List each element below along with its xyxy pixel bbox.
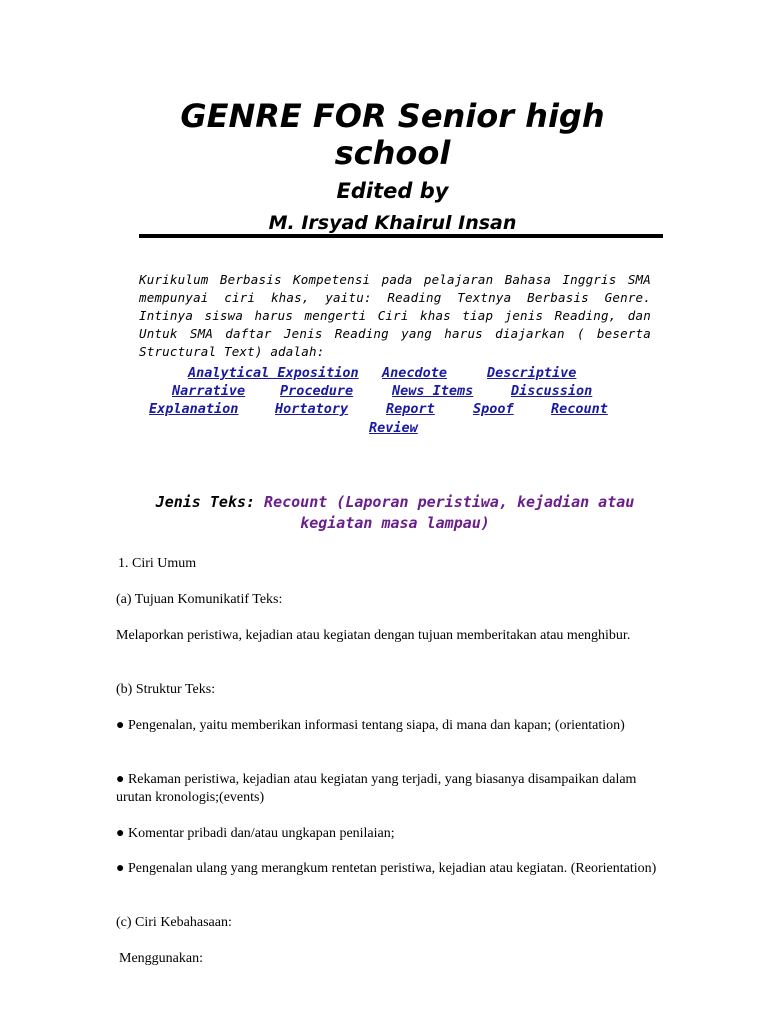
edited-by: Edited by (336, 179, 449, 203)
subheading-ciri-kebahasaan: (c) Ciri Kebahasaan: (116, 915, 232, 930)
link-analytical-exposition[interactable]: Analytical Exposition (188, 365, 359, 381)
text-type-heading (139, 492, 651, 534)
author-name: M. Irsyad Khairul Insan (268, 212, 517, 234)
link-review[interactable]: Review (369, 420, 418, 436)
text-type-value: Recount (Laporan peristiwa, kejadian atau kegiatan masa lampau) (264, 493, 635, 532)
subheading-tujuan: (a) Tujuan Komunikatif Teks: (116, 592, 283, 607)
link-descriptive[interactable]: Descriptive (487, 365, 577, 381)
link-news-items[interactable]: News Items (392, 383, 474, 399)
document-title: GENRE FOR Senior high school (180, 97, 605, 172)
title-divider (139, 234, 663, 238)
list-item-orientation: ● Pengenalan, yaitu memberikan informasi tentang siapa, di mana dan kapan; (orientation) (116, 718, 625, 733)
genre-link-list (139, 364, 651, 444)
text-type-label: Jenis Teks: (155, 493, 265, 511)
link-recount[interactable]: Recount (551, 401, 608, 417)
section-heading-ciri-umum: 1. Ciri Umum (118, 556, 197, 571)
link-narrative[interactable]: Narrative (172, 383, 246, 399)
link-explanation[interactable]: Explanation (149, 401, 239, 417)
link-anecdote[interactable]: Anecdote (382, 365, 448, 381)
link-discussion[interactable]: Discussion (511, 383, 593, 399)
list-item-comment: ● Komentar pribadi dan/atau ungkapan penilaian; (116, 826, 395, 841)
link-report[interactable]: Report (386, 401, 435, 417)
subheading-struktur: (b) Struktur Teks: (116, 682, 216, 697)
paragraph-tujuan: Melaporkan peristiwa, kejadian atau kegiatan dengan tujuan memberitakan atau menghibur. (116, 628, 631, 643)
intro-paragraph: Kurikulum Berbasis Kompetensi pada pelajaran Bahasa Inggris SMA mempunyai ciri khas, yaitu: Reading Textnya Berbasis Genre. Intinya siswa harus mengerti Ciri khas tiap jenis Reading, dan Untuk SMA daftar Jenis Reading yang harus diajarkan ( beserta Structural Text) adalah: (139, 272, 651, 359)
list-item-events: ● Rekaman peristiwa, kejadian atau kegiatan yang terjadi, yang biasanya disampaikan dalam urutan kronologis;(events) (116, 772, 637, 805)
list-item-reorientation: ● Pengenalan ulang yang merangkum rentetan peristiwa, kejadian atau kegiatan. (Reorientation) (116, 861, 657, 876)
paragraph-menggunakan: Menggunakan: (119, 951, 203, 966)
link-hortatory[interactable]: Hortatory (275, 401, 349, 417)
link-procedure[interactable]: Procedure (280, 383, 354, 399)
link-spoof[interactable]: Spoof (473, 401, 514, 417)
